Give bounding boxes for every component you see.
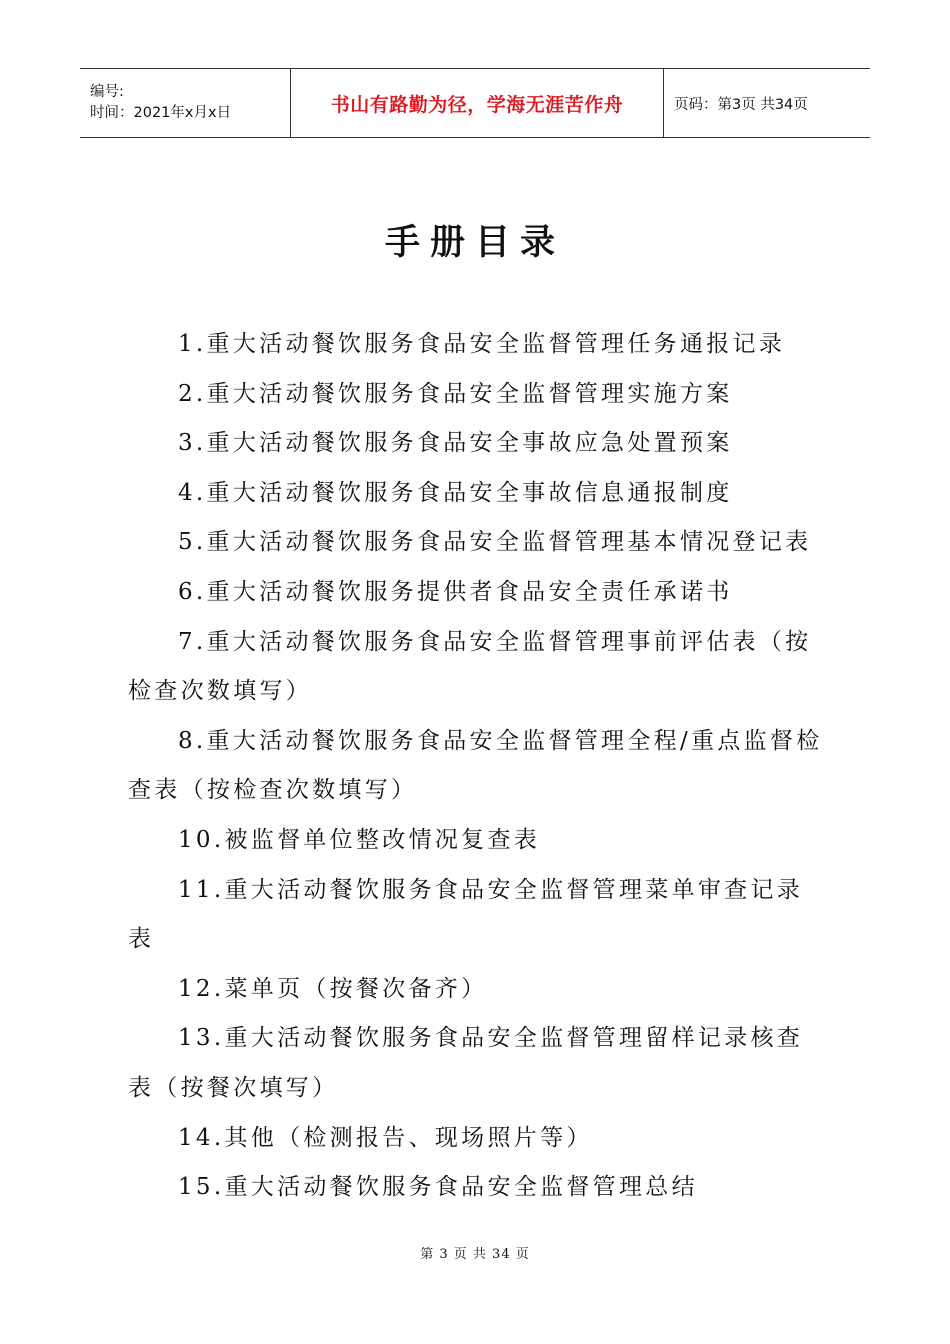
toc-item: 4.重大活动餐饮服务食品安全事故信息通报制度 [178,479,733,506]
toc-item: 2.重大活动餐饮服务食品安全监督管理实施方案 [178,380,733,407]
toc-item: 11.重大活动餐饮服务食品安全监督管理菜单审查记录表 [128,876,804,953]
header-motto: 书山有路勤为径，学海无涯苦作舟 [290,69,664,137]
document-title: 手册目录 [384,222,565,263]
page-header [80,68,870,138]
date-label: 时间：2021年x月x日 [90,105,232,121]
header-meta [80,69,290,137]
toc-item: 8.重大活动餐饮服务食品安全监督管理全程/重点监督检查表（按检查次数填写） [128,727,823,804]
toc-item: 14.其他（检测报告、现场照片等） [178,1124,593,1151]
toc-item: 6.重大活动餐饮服务提供者食品安全责任承诺书 [178,578,733,605]
toc-item: 1.重大活动餐饮服务食品安全监督管理任务通报记录 [178,331,786,357]
toc-item: 13.重大活动餐饮服务食品安全监督管理留样记录核查表（按餐次填写） [128,1025,804,1101]
toc-item: 10.被监督单位整改情况复查表 [178,826,541,853]
toc-item: 12.菜单页（按餐次备齐） [178,975,488,1002]
toc-item: 7.重大活动餐饮服务食品安全监督管理事前评估表（按检查次数填写） [128,628,812,705]
number-label: 编号: [90,84,124,100]
toc-item: 15.重大活动餐饮服务食品安全监督管理总结 [178,1174,698,1201]
table-of-contents [128,320,828,1213]
toc-item: 3.重大活动餐饮服务食品安全事故应急处置预案 [178,430,733,457]
page-footer: 第 3 页 共 34 页 [420,1247,530,1262]
toc-item: 5.重大活动餐饮服务食品安全监督管理基本情况登记表 [178,529,812,556]
header-page-info: 页码：第3页 共34页 [674,96,808,113]
